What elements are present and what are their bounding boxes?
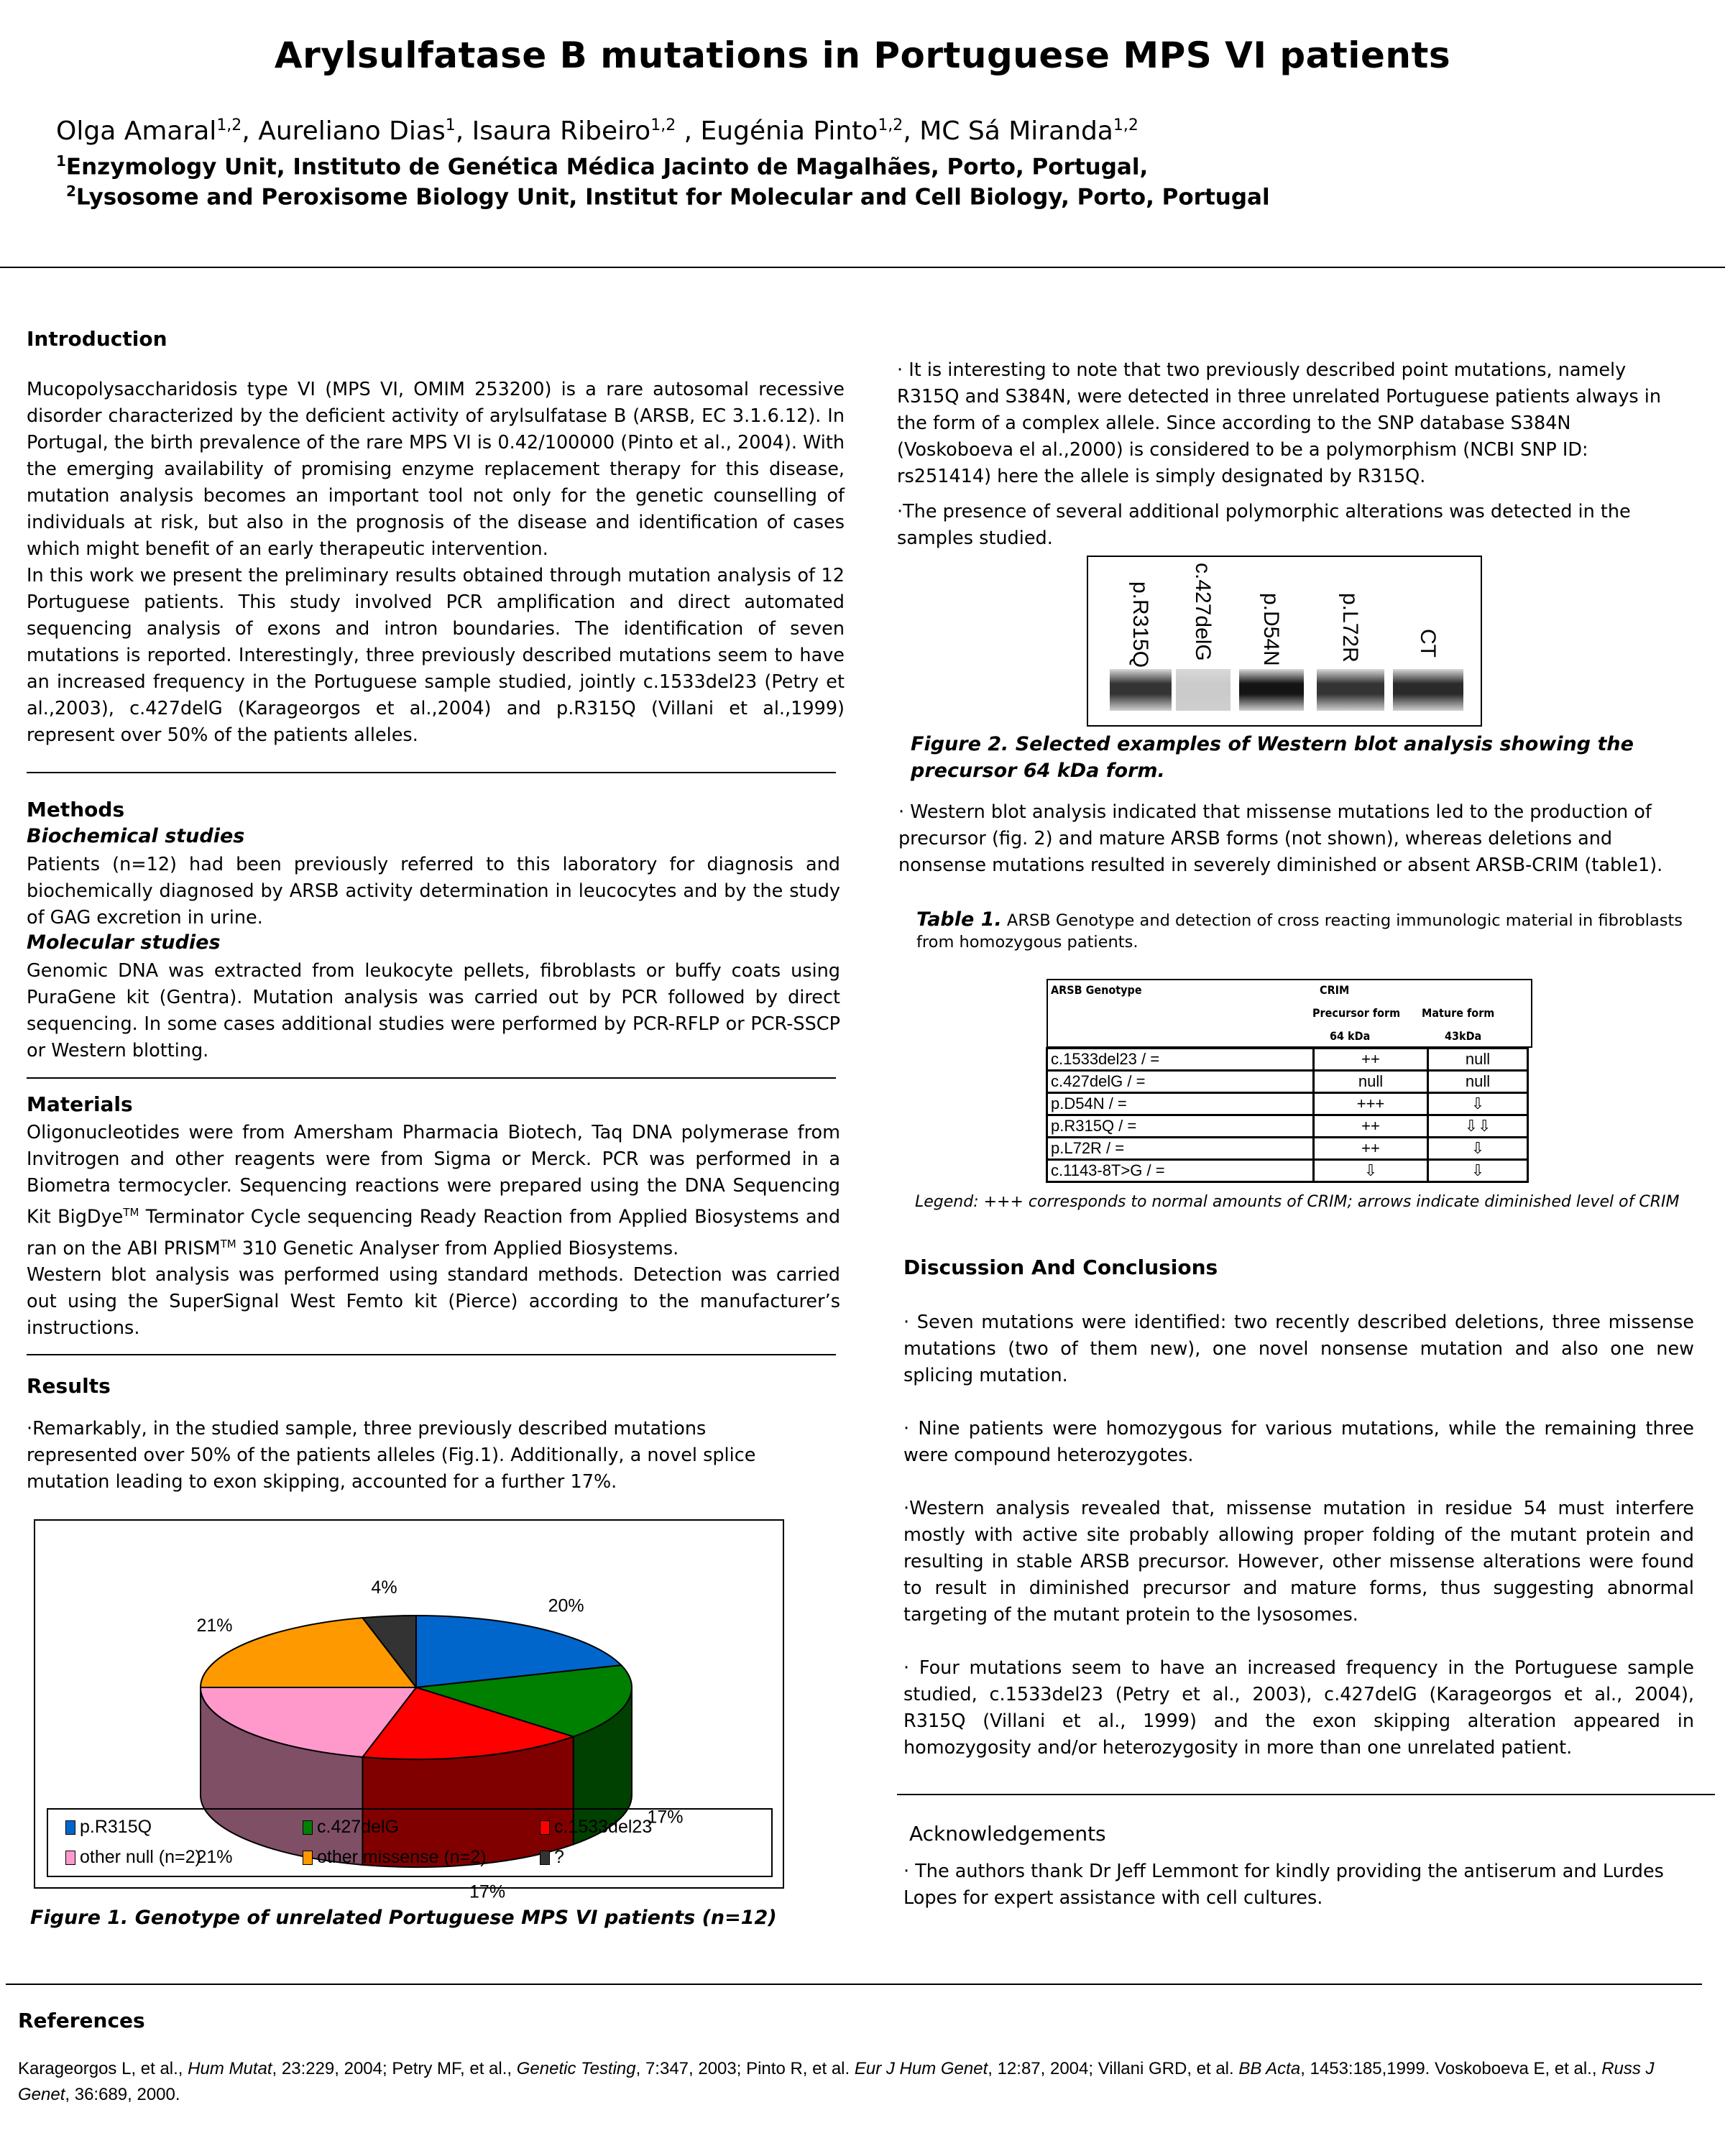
section-divider <box>27 1354 836 1355</box>
reference-journal: BB Acta <box>1238 2059 1301 2078</box>
trademark: TM <box>123 1206 139 1219</box>
legend-item <box>65 1847 201 1868</box>
figure-2-caption: Figure 2. Selected examples of Western blot analysis showing the precursor 64 kDa form. <box>911 733 1634 782</box>
references-divider <box>6 1984 1702 1985</box>
column-header-precursor: Precursor form <box>1312 1006 1401 1020</box>
reference-journal: Hum Mutat <box>188 2059 272 2078</box>
author-affiliation-marker: 1,2 <box>1113 116 1138 134</box>
column-header-precursor-kda: 64 kDa <box>1330 1029 1371 1043</box>
references-heading: References <box>18 2009 145 2032</box>
discussion-heading: Discussion And Conclusions <box>903 1256 1218 1279</box>
reference-author: Voskoboeva E, et al., <box>1435 2059 1602 2078</box>
legend-swatch <box>540 1820 550 1835</box>
pie-data-label: 17% <box>469 1881 506 1902</box>
reference-journal: Eur J Hum Genet <box>854 2059 988 2078</box>
introduction-heading: Introduction <box>27 327 167 351</box>
pie-data-label: 4% <box>371 1577 397 1598</box>
column-header-mature-kda: 43kDa <box>1445 1029 1482 1043</box>
author-name: Eugénia Pinto <box>700 116 878 146</box>
molecular-studies-subheading: Molecular studies <box>27 931 221 954</box>
affiliation-number: 1 <box>56 152 66 170</box>
genotype-cell: p.D54N / = <box>1047 1093 1314 1115</box>
blot-band <box>1239 669 1304 711</box>
figure-2-western-blot <box>1087 556 1482 727</box>
mature-cell: ⇩ <box>1428 1093 1528 1115</box>
discussion-bullet: ·Western analysis revealed that, missense mutation in residue 54 must interfere mostly with active site probably allowing proper folding of the mutant protein and resulting in stable ARSB precursor. However, other missense alterations were found to result in diminished precursor and mature forms, thus suggesting abnormal targeting of the mutant protein to the lysosomes. <box>903 1498 1694 1626</box>
author-affiliation-marker: 1,2 <box>216 116 242 134</box>
lane-label: CT <box>1416 629 1440 658</box>
lane-label: p.L72R <box>1338 593 1362 663</box>
discussion-bullet: · Seven mutations were identified: two recently described deletions, three missense mutations (two of them new), one novel nonsense mutation and also one new splicing mutation. <box>903 1312 1694 1386</box>
pie-data-label: 20% <box>548 1595 584 1616</box>
section-divider <box>27 1077 836 1079</box>
mature-cell: null <box>1428 1049 1528 1071</box>
materials-text: Terminator Cycle sequencing Ready Reaction from Applied Biosystems and ran on the ABI PRISM <box>27 1206 840 1259</box>
reference-journal: Genetic Testing <box>516 2059 636 2078</box>
lane-label: p.R315Q <box>1128 581 1152 668</box>
column-header-mature: Mature form <box>1422 1006 1495 1020</box>
references-list <box>18 2056 1700 2108</box>
biochemical-studies-subheading: Biochemical studies <box>27 825 245 847</box>
precursor-cell: null <box>1314 1071 1428 1093</box>
genotype-cell: c.1533del23 / = <box>1047 1049 1314 1071</box>
figure-1-caption: Figure 1. Genotype of unrelated Portuguese MPS VI patients (n=12) <box>30 1907 777 1929</box>
legend-swatch <box>65 1820 75 1835</box>
author-separator: , <box>676 116 701 146</box>
legend-item <box>540 1847 564 1868</box>
materials-text: 310 Genetic Analyser from Applied Biosystems. <box>236 1238 679 1259</box>
section-divider <box>27 772 836 773</box>
lane-label: c.427delG <box>1191 563 1215 661</box>
western-blot-body: · Western blot analysis indicated that missense mutations led to the production of precursor (fig. 2) and mature ARSB forms (not shown), whereas deletions and nonsense mutations resulted in severely diminished or absent ARSB-CRIM (table1). <box>898 801 1663 876</box>
affiliation-1 <box>56 152 1148 180</box>
table-row <box>1047 1115 1528 1138</box>
author-list <box>56 116 1138 146</box>
materials-text: Oligonucleotides were from Amersham Pharmacia Biotech, Taq DNA polymerase from Invitrogen and other reagents were from Sigma or Merck. PCR was performed in a Biometra termocycler. Sequencing reactions were prepared using the DNA Sequencing Kit BigDye <box>27 1122 840 1228</box>
table-row <box>1047 1138 1528 1160</box>
table-1-header <box>1046 979 1532 1048</box>
table-1-legend: Legend: +++ corresponds to normal amounts of CRIM; arrows indicate diminished level of CRIM <box>915 1193 1680 1211</box>
affiliation-text: Enzymology Unit, Instituto de Genética Médica Jacinto de Magalhães, Porto, Portugal, <box>65 154 1149 180</box>
materials-heading: Materials <box>27 1092 133 1116</box>
results-heading: Results <box>27 1374 111 1398</box>
author-separator: , <box>455 116 472 146</box>
mature-cell: ⇩ <box>1428 1160 1528 1182</box>
legend-item <box>540 1817 652 1838</box>
legend-label: c.1533del23 <box>554 1817 653 1837</box>
reference-citation: , 7:347, 2003; <box>635 2059 747 2078</box>
author-affiliation-marker: 1,2 <box>878 116 903 134</box>
table-row <box>1047 1093 1528 1115</box>
legend-swatch <box>303 1851 313 1865</box>
chart-legend <box>47 1808 773 1877</box>
biochemical-studies-body: Patients (n=12) had been previously referred to this laboratory for diagnosis and biochemically diagnosed by ARSB activity determination in leucocytes and by the study of GAG excretion in urine. <box>27 854 840 929</box>
precursor-cell: ⇩ <box>1314 1160 1428 1182</box>
author-name: Aureliano Dias <box>258 116 446 146</box>
lane-label: p.D54N <box>1259 593 1283 666</box>
pie-data-label: 21% <box>196 1616 233 1636</box>
table-row <box>1047 1160 1528 1182</box>
section-divider <box>897 1794 1715 1795</box>
table-row <box>1047 1049 1528 1071</box>
precursor-cell: +++ <box>1314 1093 1428 1115</box>
column-header-crim: CRIM <box>1320 983 1350 997</box>
results-body: ·Remarkably, in the studied sample, three previously described mutations represented over 50% of the patients alleles (Fig.1). Additionally, a novel splice mutation leading to exon skipping, accounted for a further 17%. <box>27 1418 756 1493</box>
table-row <box>1047 1071 1528 1093</box>
author-separator: , <box>242 116 259 146</box>
blot-band <box>1393 669 1463 711</box>
reference-author: Karageorgos L, et al., <box>18 2059 188 2078</box>
affiliation-2 <box>66 183 1270 210</box>
legend-item <box>303 1817 399 1838</box>
column-header-genotype: ARSB Genotype <box>1051 983 1142 997</box>
blot-band <box>1110 669 1172 711</box>
reference-citation: , 12:87, 2004; <box>988 2059 1098 2078</box>
acknowledgements-body: · The authors thank Dr Jeff Lemmont for kindly providing the antiserum and Lurdes Lopes for expert assistance with cell cultures. <box>903 1861 1664 1909</box>
molecular-studies-body: Genomic DNA was extracted from leukocyte pellets, fibroblasts or buffy coats using PuraGene kit (Gentra). Mutation analysis was carried out by PCR followed by direct sequencing. In some cases additional studies were performed by PCR-RFLP or PCR-SSCP or Western blotting. <box>27 960 840 1061</box>
materials-body <box>27 1120 840 1342</box>
reference-author: Petry MF, et al., <box>392 2059 517 2078</box>
author-name: Olga Amaral <box>56 116 217 146</box>
figure-1-chart <box>34 1519 784 1902</box>
poster-title: Arylsulfatase B mutations in Portuguese MPS VI patients <box>274 34 1451 76</box>
legend-label: other missense (n=2) <box>317 1847 487 1867</box>
reference-author: Pinto R, et al. <box>746 2059 855 2078</box>
legend-label: c.427delG <box>317 1817 399 1837</box>
reference-citation: , 1453:185,1999. <box>1300 2059 1435 2078</box>
affiliation-number: 2 <box>66 183 76 200</box>
right-intro-body <box>897 357 1688 552</box>
author-name: MC Sá Miranda <box>919 116 1113 146</box>
author-name: Isaura Ribeiro <box>472 116 651 146</box>
pie-data-label: 17% <box>647 1807 684 1828</box>
table-1-label: Table 1. <box>916 908 1002 931</box>
precursor-cell: ++ <box>1314 1138 1428 1160</box>
author-affiliation-marker: 1 <box>445 116 456 134</box>
reference-citation: , 36:689, 2000. <box>65 2085 180 2104</box>
introduction-paragraph-2: In this work we present the preliminary results obtained through mutation analysis of 12 Portuguese patients. This study involved PCR amplification and direct automated sequencing analysis of exons and intron boundaries. The identification of seven mutations is reported. Interestingly, three previously described mutations seem to have an increased frequency in the Portuguese sample studied, jointly c.1533del23 (Petry et al.,2003), c.427delG (Karageorgos et al.,2004) and p.R315Q (Villani et al.,1999) represent over 50% of the patients alleles. <box>27 565 845 746</box>
reference-journal: Russ J Genet <box>18 2059 1655 2104</box>
header-divider <box>0 267 1725 268</box>
precursor-cell: ++ <box>1314 1115 1428 1138</box>
genotype-cell: p.R315Q / = <box>1047 1115 1314 1138</box>
introduction-paragraph-1: Mucopolysaccharidosis type VI (MPS VI, OMIM 253200) is a rare autosomal recessive disorder characterized by the deficient activity of arylsulfatase B (ARSB, EC 3.1.6.12). In Portugal, the birth prevalence of the rare MPS VI is 0.42/100000 (Pinto et al., 2004). With the emerging availability of promising enzyme replacement therapy for this disease, mutation analysis becomes an important tool not only for the genetic counselling of individuals at risk, but also in the prognosis of the disease and identification of cases which might benefit of an early therapeutic intervention. <box>27 379 845 560</box>
complex-allele-paragraph: · It is interesting to note that two previously described point mutations, namely R315Q and S384N, were detected in three unrelated Portuguese patients always in the form of a complex allele. Since according to the SNP database S384N (Voskoboeva el al.,2000) is considered to be a polymorphism (NCBI SNP ID: rs251414) here the allele is simply designated by R315Q. <box>897 359 1662 487</box>
affiliation-text: Lysosome and Peroxisome Biology Unit, Institut for Molecular and Cell Biology, Porto, Portugal <box>75 184 1270 211</box>
mature-cell: ⇩⇩ <box>1428 1115 1528 1138</box>
blot-band <box>1176 669 1230 711</box>
mature-cell: ⇩ <box>1428 1138 1528 1160</box>
pie-data-label: 21% <box>196 1846 233 1867</box>
discussion-body <box>903 1309 1694 1788</box>
discussion-bullet: · Four mutations seem to have an increased frequency in the Portuguese sample studied, c.1533del23 (Petry et al., 2003), c.427delG (Karageorgos et al., 2004), R315Q (Villani et al., 1999) and the exon skipping alteration appeared in homozygosity and/or heterozygosity in more than one unrelated patient. <box>903 1657 1694 1759</box>
methods-heading: Methods <box>27 798 125 821</box>
genotype-cell: p.L72R / = <box>1047 1138 1314 1160</box>
reference-author: Villani GRD, et al. <box>1098 2059 1239 2078</box>
blot-band <box>1317 669 1384 711</box>
mature-cell: null <box>1428 1071 1528 1093</box>
legend-swatch <box>540 1851 550 1865</box>
materials-paragraph-2: Western blot analysis was performed using standard methods. Detection was carried out using the SuperSignal West Femto kit (Pierce) according to the manufacturer’s instructions. <box>27 1264 840 1339</box>
author-affiliation-marker: 1,2 <box>650 116 676 134</box>
acknowledgements-heading: Acknowledgements <box>909 1822 1106 1846</box>
trademark: TM <box>220 1237 236 1250</box>
materials-paragraph-1 <box>27 1120 840 1262</box>
author-separator: , <box>903 116 920 146</box>
precursor-cell: ++ <box>1314 1049 1428 1071</box>
discussion-bullet: · Nine patients were homozygous for various mutations, while the remaining three were compound heterozygotes. <box>903 1418 1694 1466</box>
legend-swatch <box>303 1820 313 1835</box>
table-1-caption-text: ARSB Genotype and detection of cross reacting immunologic material in fibroblasts from homozygous patients. <box>916 911 1683 952</box>
legend-item <box>65 1817 152 1838</box>
legend-item <box>303 1847 487 1868</box>
reference-citation: , 23:229, 2004; <box>272 2059 392 2078</box>
introduction-body <box>27 377 845 749</box>
genotype-cell: c.1143-8T>G / = <box>1047 1160 1314 1182</box>
legend-label: p.R315Q <box>80 1817 152 1837</box>
polymorphism-paragraph: ·The presence of several additional polymorphic alterations was detected in the samples studied. <box>897 501 1631 549</box>
legend-label: ? <box>554 1847 564 1867</box>
table-1-caption <box>916 909 1707 953</box>
table-1-body <box>1046 1047 1529 1183</box>
genotype-cell: c.427delG / = <box>1047 1071 1314 1093</box>
legend-swatch <box>65 1851 75 1865</box>
legend-label: other null (n=2) <box>80 1847 201 1867</box>
